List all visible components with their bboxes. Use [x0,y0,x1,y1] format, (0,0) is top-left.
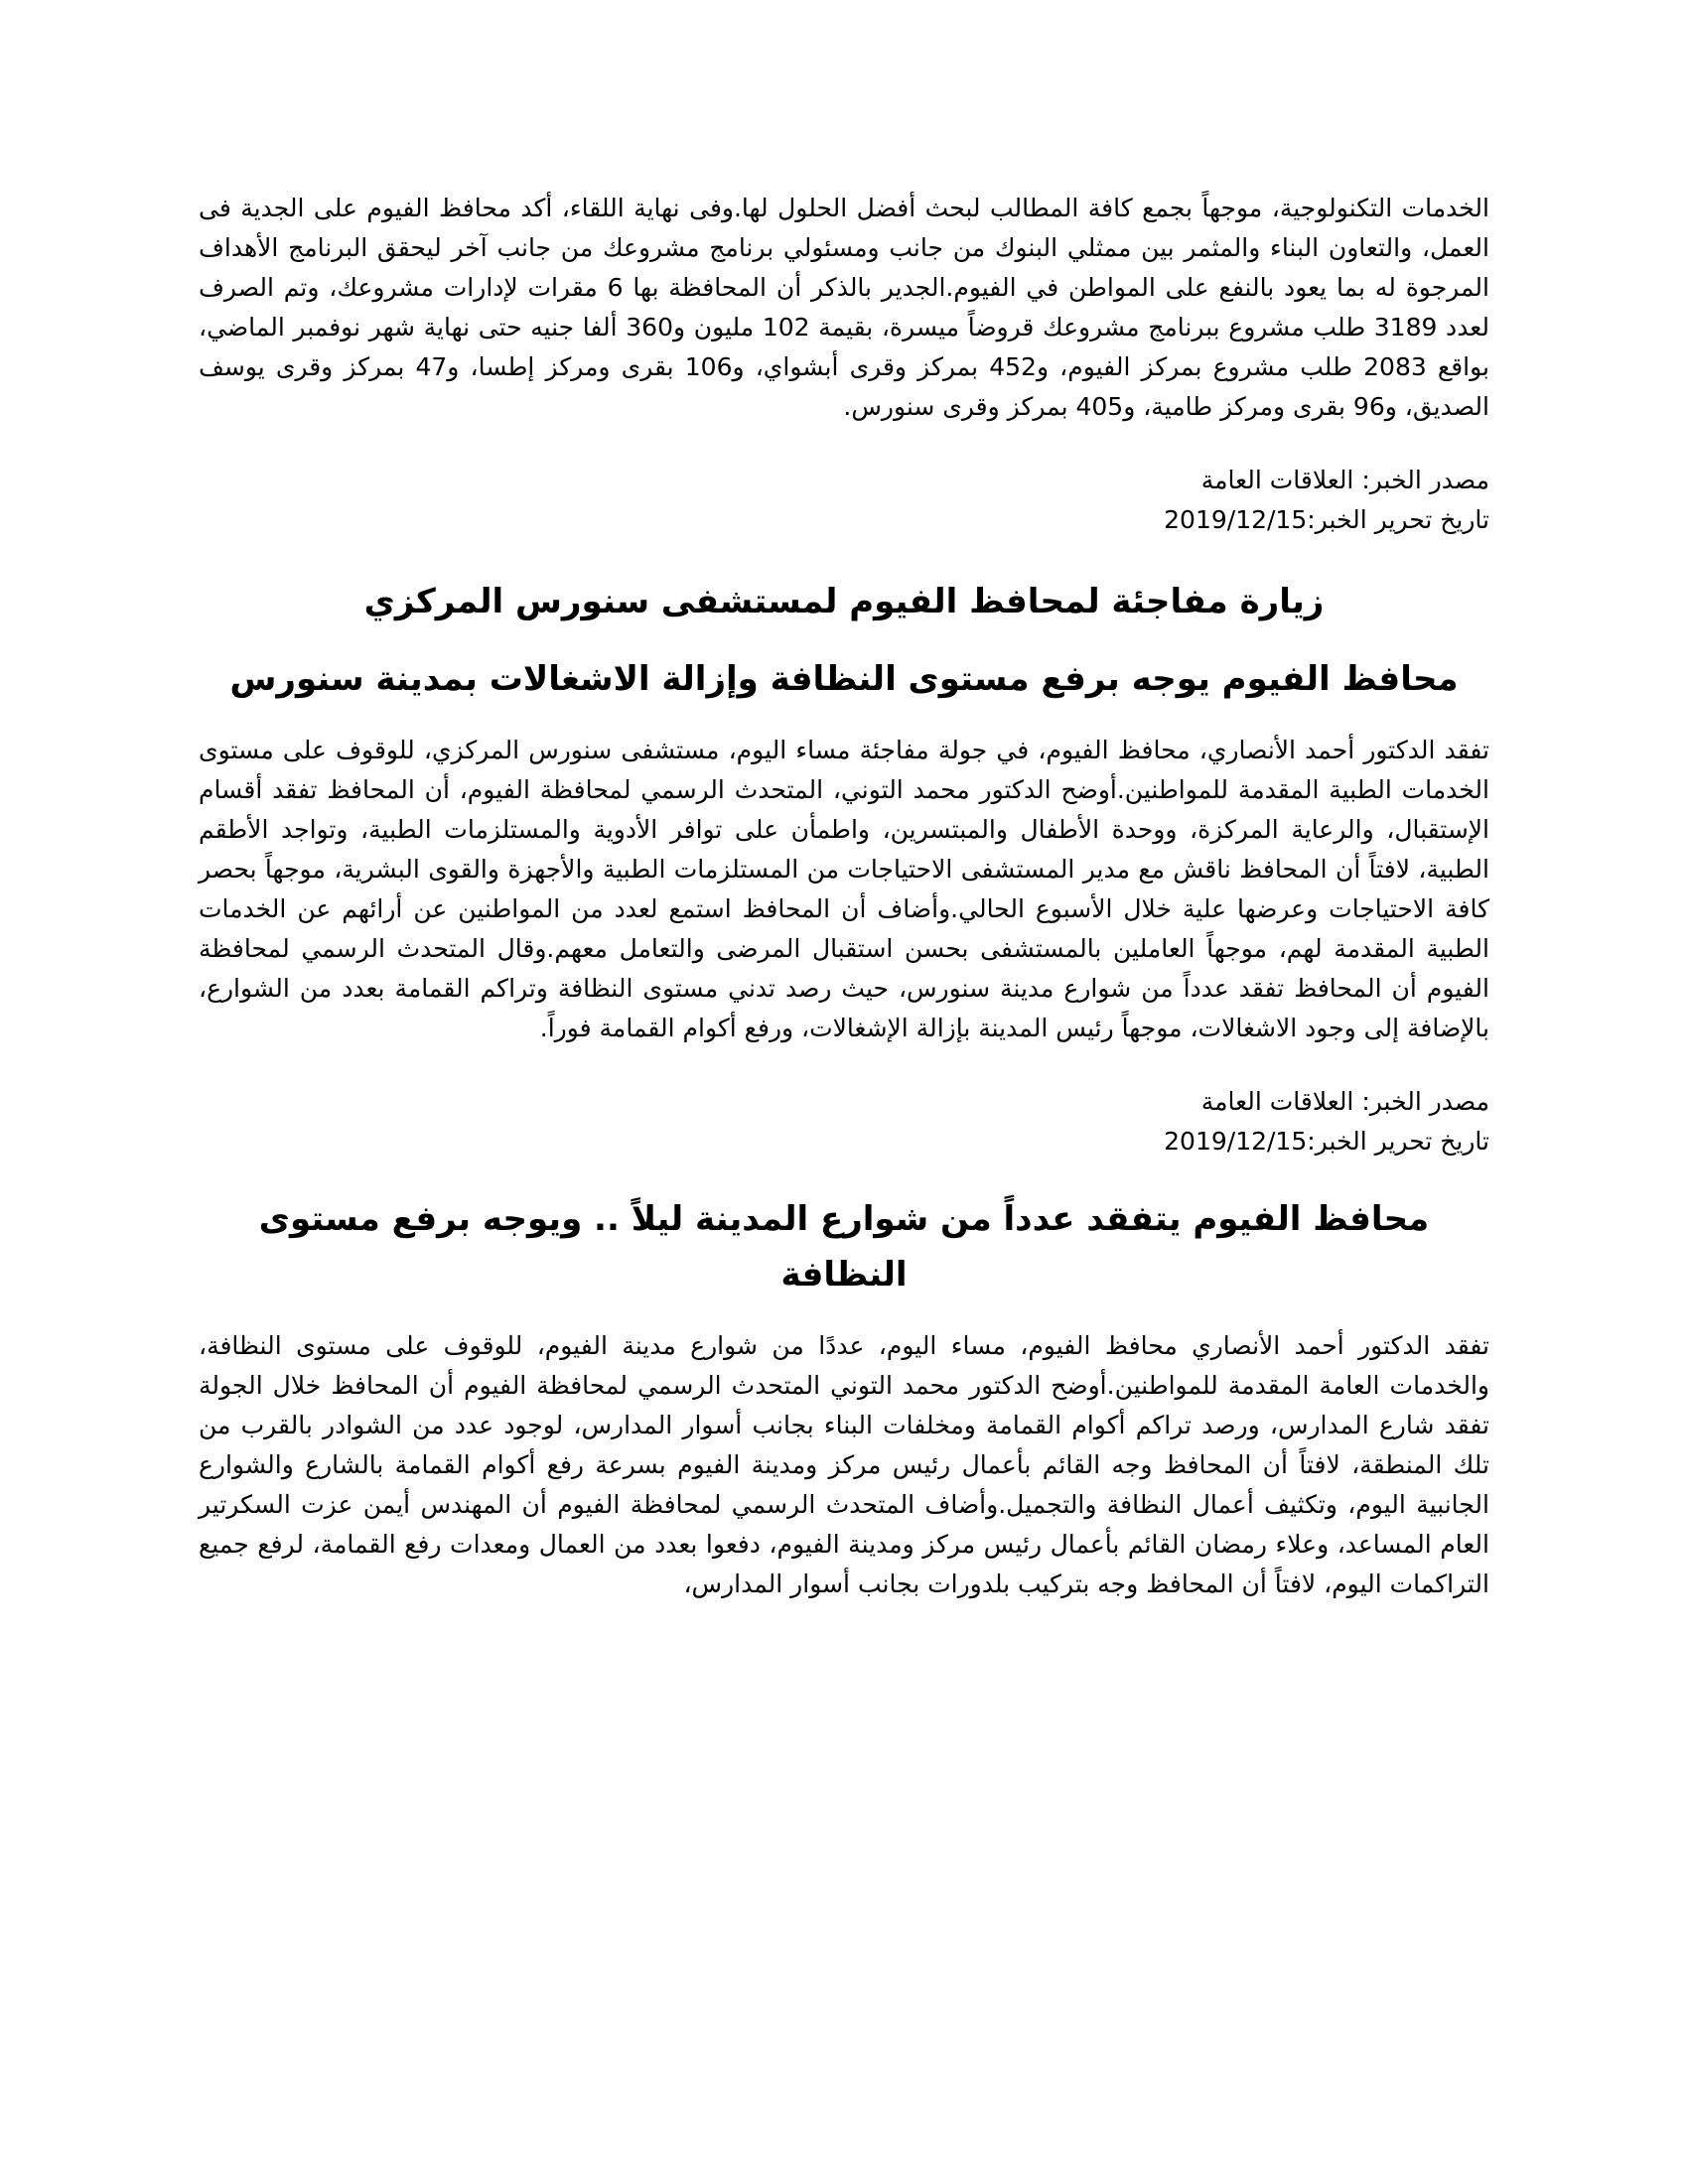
article-title: زيارة مفاجئة لمحافظ الفيوم لمستشفى سنورس المركزي [363,582,1325,621]
spacer [199,1161,1489,1191]
spacer [199,1048,1489,1082]
spacer [199,707,1489,731]
spacer [199,540,1489,574]
news-date: تاريخ تحرير الخبر:2019/12/15 [1164,1127,1489,1156]
news-source: مصدر الخبر: العلاقات العامة [1200,466,1489,494]
article-body: تفقد الدكتور أحمد الأنصاري، محافظ الفيوم، في جولة مفاجئة مساء اليوم، مستشفى سنورس المركزي، للوقوف على مستوى الخدمات الطبية المقدمة للمواطنين.أوضح الدكتور محمد التوني، المتحدث الرسمي لمحافظة الفيوم، أن المحافظ تفقد أقسام الإستقبال، والرعاية المركزة، ووحدة الأطفال والمبتسرين، واطمأن على توافر الأدوية والمستلزمات الطبية، وتواجد الأطقم الطبية، لافتاً أن المحافظ ناقش مع مدير المستشفى الاحتياجات من المستلزمات الطبية والأجهزة والقوى البشرية، موجهاً بحصر كافة الاحتياجات وعرضها علية خلال الأسبوع الحالي.وأضاف أن المحافظ استمع لعدد من المواطنين عن أرائهم عن الخدمات الطبية المقدمة لهم، موجهاً العاملين بالمستشفى بحسن استقبال المرضى والتعامل معهم.وقال المتحدث الرسمي لمحافظة الفيوم أن المحافظ تفقد عدداً من شوارع مدينة سنورس، حيث رصد تدني مستوى النظافة وتراكم القمامة بعدد من الشوارع، بالإضافة إلى وجود الاشغالات، موجهاً رئيس المدينة بإزالة الإشغالات، ورفع أكوام القمامة فوراً. [199,736,1489,1042]
news-date: تاريخ تحرير الخبر:2019/12/15 [1164,505,1489,534]
spacer [199,1302,1489,1326]
spacer [199,629,1489,651]
spacer [199,427,1489,461]
news-source: مصدر الخبر: العلاقات العامة [1200,1087,1489,1116]
article-body: تفقد الدكتور أحمد الأنصاري محافظ الفيوم، مساء اليوم، عددًا من شوارع مدينة الفيوم، للوقوف على مستوى النظافة، والخدمات العامة المقدمة للمواطنين.أوضح الدكتور محمد التوني المتحدث الرسمي لمحافظة الفيوم أن المحافظ خلال الجولة تفقد شارع المدارس، ورصد تراكم أكوام القمامة ومخلفات البناء بجانب أسوار المدارس، لوجود عدد من الشوادر بالقرب من تلك المنطقة، لافتاً أن المحافظ وجه القائم بأعمال رئيس مركز ومدينة الفيوم بسرعة رفع أكوام القمامة بالشارع والشوارع الجانبية اليوم، وتكثيف أعمال النظافة والتجميل.وأضاف المتحدث الرسمي لمحافظة الفيوم أن المهندس أيمن عزت السكرتير العام المساعد، وعلاء رمضان القائم بأعمال رئيس مركز ومدينة الفيوم، دفعوا بعدد من العمال ومعدات رفع القمامة، لرفع جميع التراكمات اليوم، لافتاً أن المحافظ وجه بتركيب بلدورات بجانب أسوار المدارس، [199,1331,1489,1598]
article-title: محافظ الفيوم يتفقد عدداً من شوارع المدينة ليلاً .. ويوجه برفع مستوى النظافة [258,1199,1430,1295]
document-page [199,189,1489,1604]
article-subtitle: محافظ الفيوم يوجه برفع مستوى النظافة وإزالة الاشغالات بمدينة سنورس [229,659,1459,699]
intro-paragraph: الخدمات التكنولوجية، موجهاً بجمع كافة المطالب لبحث أفضل الحلول لها.وفى نهاية اللقاء، أكد محافظ الفيوم على الجدية فى العمل، والتعاون البناء والمثمر بين ممثلي البنوك من جانب ومسئولي برنامج مشروعك من جانب آخر ليحقق البرنامج الأهداف المرجوة له بما يعود بالنفع على المواطن في الفيوم.الجدير بالذكر أن المحافظة بها 6 مقرات لإدارات مشروعك، وتم الصرف لعدد 3189 طلب مشروع ببرنامج مشروعك قروضاً ميسرة، بقيمة 102 مليون و360 ألفا جنيه حتى نهاية شهر نوفمبر الماضي، بواقع 2083 طلب مشروع بمركز الفيوم، و452 بمركز وقرى أبشواي، و106 بقرى ومركز إطسا، و47 بمركز وقرى يوسف الصديق، و96 بقرى ومركز طامية، و405 بمركز وقرى سنورس. [199,194,1490,421]
